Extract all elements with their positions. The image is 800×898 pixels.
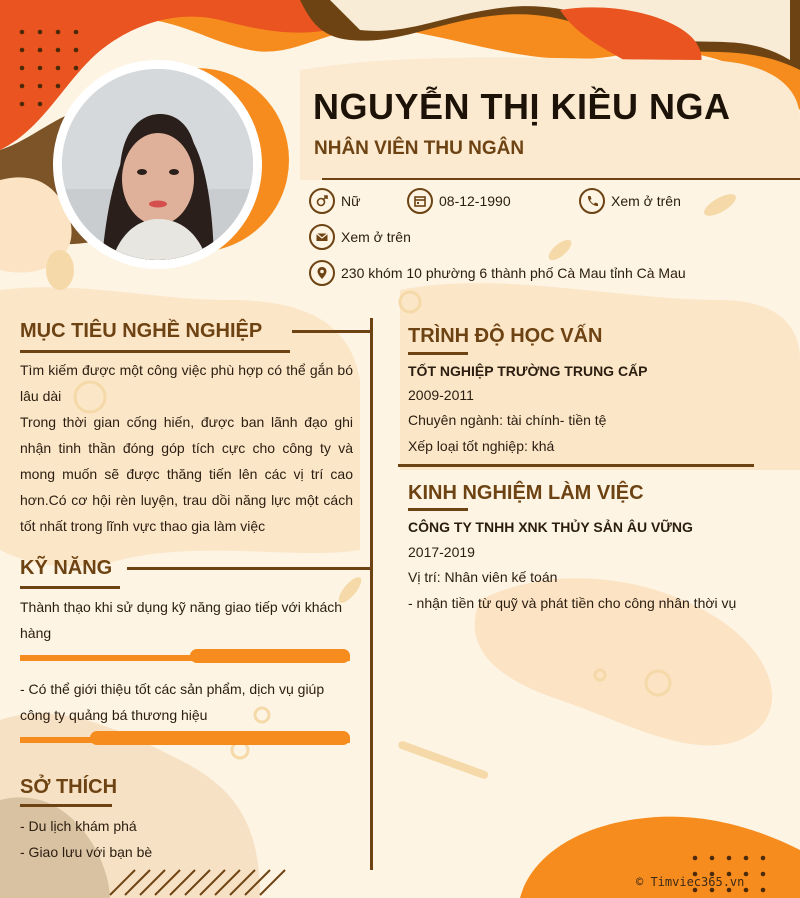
contact-address [309,260,686,286]
skill-2-bar-fill [90,731,350,745]
hobbies-title: SỞ THÍCH [20,776,118,798]
hobby-item-2: - Giao lưu với bạn bè [20,844,153,860]
education-underline [408,352,468,355]
watermark: © Timviec365.vn [636,875,745,889]
education-school: TỐT NGHIỆP TRƯỜNG TRUNG CẤP [408,363,648,379]
mail-icon [309,224,335,250]
skill-2-text: - Có thể giới thiệu tốt các sản phẩm, dịch vụ giúp công ty quảng bá thương hiệu [20,681,325,723]
objective-paragraph-2: Trong thời gian cống hiến, được ban lãnh đạo ghi nhận tinh thần đóng góp tích cực cho công ty và mong muốn sẽ được thăng tiến lên các vị trí cao hơn.Có cơ hội rèn luyện, trau dồi năng lực một cách tốt nhất trong lĩnh vực thao gia làm việc [20,414,353,534]
skills-title: KỸ NĂNG [20,557,113,579]
avatar-photo-placeholder [62,69,253,260]
education-title: TRÌNH ĐỘ HỌC VẤN [408,325,603,347]
contact-birthday [407,188,511,214]
address-value: 230 khóm 10 phường 6 thành phố Cà Mau tỉnh Cà Mau [341,265,686,281]
experience-position: Vị trí: Nhân viên kế toán [408,569,558,585]
experience-period: 2017-2019 [408,544,475,560]
birthday-value: 08-12-1990 [439,193,511,209]
experience-title: KINH NGHIỆM LÀM VIỆC [408,482,644,504]
gender-icon [309,188,335,214]
section-divider [398,464,754,467]
location-icon [309,260,335,286]
skills-title-line [127,567,372,570]
email-value: Xem ở trên [341,229,411,245]
experience-underline [408,508,468,511]
skill-1-text: Thành thạo khi sử dụng kỹ năng giao tiếp với khách hàng [20,599,343,641]
hobbies-underline [20,804,112,807]
objective-title-line [292,330,372,333]
skill-1-bar [20,649,350,663]
phone-value: Xem ở trên [611,193,681,209]
avatar [62,69,253,260]
skills-underline [20,586,120,589]
education-period: 2009-2011 [408,387,474,403]
phone-icon [579,188,605,214]
experience-company: CÔNG TY TNHH XNK THỦY SẢN ÂU VỮNG [408,519,693,535]
education-grade: Xếp loại tốt nghiệp: khá [408,438,555,454]
objective-paragraph-1: Tìm kiếm được một công việc phù hợp có thể gắn bó lâu dài [20,362,353,404]
header-divider [322,178,800,180]
experience-duty: - nhận tiền từ quỹ và phát tiền cho công nhân thời vụ [408,595,737,611]
contact-gender [309,188,360,214]
education-major: Chuyên ngành: tài chính- tiền tệ [408,412,607,428]
calendar-icon [407,188,433,214]
job-title: NHÂN VIÊN THU NGÂN [314,138,525,159]
hobby-item-1: - Du lịch khám phá [20,818,137,834]
skill-2-bar [20,731,350,745]
candidate-name: NGUYỄN THỊ KIỀU NGA [313,86,731,127]
contact-phone [579,188,681,214]
skill-1-bar-fill [190,649,350,663]
contact-email [309,224,411,250]
gender-value: Nữ [341,193,361,209]
objective-title: MỤC TIÊU NGHỀ NGHIỆP [20,320,263,342]
column-divider [370,318,373,870]
objective-underline [20,350,290,353]
